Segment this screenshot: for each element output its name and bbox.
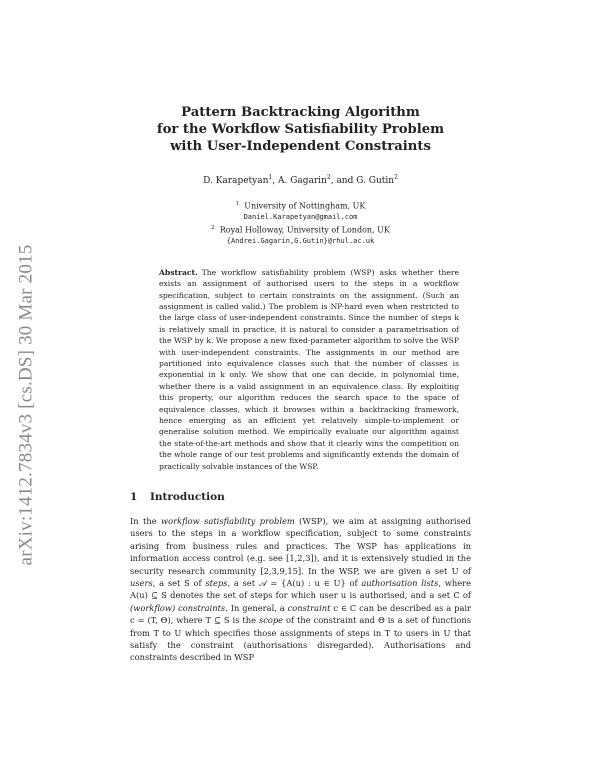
abstract xyxy=(159,267,459,472)
author-3-affil-mark: 2 xyxy=(394,174,398,181)
section-number: 1 xyxy=(130,491,138,503)
intro-emphasis: workflow satisfiability problem xyxy=(161,516,295,526)
author-2-affil-mark: 2 xyxy=(326,174,331,181)
author-1-affil-mark: 1 xyxy=(268,174,273,181)
intro-text: , a set S of xyxy=(152,578,206,589)
arxiv-identifier: arXiv:1412.7834v3 [cs.DS] 30 Mar 2015 xyxy=(15,244,36,566)
author-2: A. Gagarin xyxy=(277,176,327,186)
affiliation-1 xyxy=(130,199,471,212)
intro-text: c ∈ C can be described as a pair c = (T, Θ), where T ⊆ S is the xyxy=(130,602,472,626)
intro-emphasis: constraint xyxy=(287,602,331,613)
intro-text: , where A(u) ⊆ S denotes the set of steps for which user u is authorised, and a set C of xyxy=(130,578,471,601)
intro-text: , a set 𝒜 = {A(u) : u ∈ U} of xyxy=(227,578,362,589)
arxiv-sidebar xyxy=(8,240,44,570)
section-heading xyxy=(130,491,471,503)
affiliation-2 xyxy=(130,223,471,236)
affiliation-1-email: Daniel.Karapetyan@gmail.com xyxy=(243,213,358,222)
title-line-3: with User-Independent Constraints xyxy=(170,139,431,154)
intro-emphasis: users xyxy=(130,578,153,589)
paper-page xyxy=(130,104,471,664)
title-line-2: for the Workflow Satisfiability Problem xyxy=(156,122,445,137)
author-separator: , xyxy=(330,176,337,186)
affiliation-1-institution: University of Nottingham, UK xyxy=(244,201,366,211)
author-1: D. Karapetyan xyxy=(203,176,269,186)
intro-text: (WSP), we aim at assigning authorised users to the steps in a workflow specification, subject to some constraints arising from business rules and practices. The WSP has applications in information access control (e.g. see [1,2,3]), and it is extensively studied in the security research community [2,3,9,15]. In the WSP, we are given a set U of xyxy=(130,516,471,576)
intro-text: of the constraint and Θ is a set of functions from T to U which specifies those assignments of steps in T to users in U that satisfy the constraint (authorisations disregarded). Authorisations and constraints described in WSP xyxy=(130,615,471,663)
intro-emphasis: authorisation lists xyxy=(361,578,439,589)
affiliation-2-institution: Royal Holloway, University of London, UK xyxy=(219,225,390,235)
intro-emphasis: steps xyxy=(205,578,228,589)
title-line-1: Pattern Backtracking Algorithm xyxy=(181,105,420,120)
paper-title xyxy=(130,104,471,155)
intro-emphasis: scope xyxy=(258,615,284,626)
section-title: Introduction xyxy=(150,491,225,503)
affiliation-1-number: 1 xyxy=(235,201,240,207)
intro-emphasis: (workflow) constraints xyxy=(130,602,226,613)
intro-text: In the xyxy=(130,516,162,526)
abstract-text: The workflow satisfiability problem (WSP) asks whether there exists an assignment of authorised users to the steps in a workflow specification, subject to certain constraints on the assignment. (Such an assignment is called valid.) The problem is NP-hard even when restricted to the large class of user-independent constraints. Since the number of steps k is relatively small in practice, it is natural to consider a parametrisation of the WSP by k. We propose a new fixed-parameter algorithm to solve the WSP with user-independent constraints. The assignments in our method are partitioned into equivalence classes such that the number of classes is exponential in k only. We show that one can decide, in polynomial time, whether there is a valid assignment in an equivalence class. By exploiting this property, our algorithm reduces the search space to the space of equivalence classes, which it browses within a backtracking framework, hence emerging as an efficient yet relatively simple-to-implement or generalise solution method. We empirically evaluate our algorithm against the state-of-the-art methods and show that it clearly wins the competition on the whole range of our test problems and significantly extends the domain of practically solvable instances of the WSP. xyxy=(159,267,459,471)
author-list xyxy=(130,174,471,186)
author-separator: , xyxy=(272,176,278,186)
abstract-label: Abstract. xyxy=(159,267,198,277)
affiliation-2-number: 2 xyxy=(211,224,215,231)
author-3: and G. Gutin xyxy=(336,176,395,186)
intro-paragraph xyxy=(130,515,471,664)
intro-text: . In general, a xyxy=(225,602,288,613)
affiliations xyxy=(130,199,471,247)
affiliation-2-email: {Andrei.Gagarin,G.Gutin}@rhul.ac.uk xyxy=(226,237,375,246)
